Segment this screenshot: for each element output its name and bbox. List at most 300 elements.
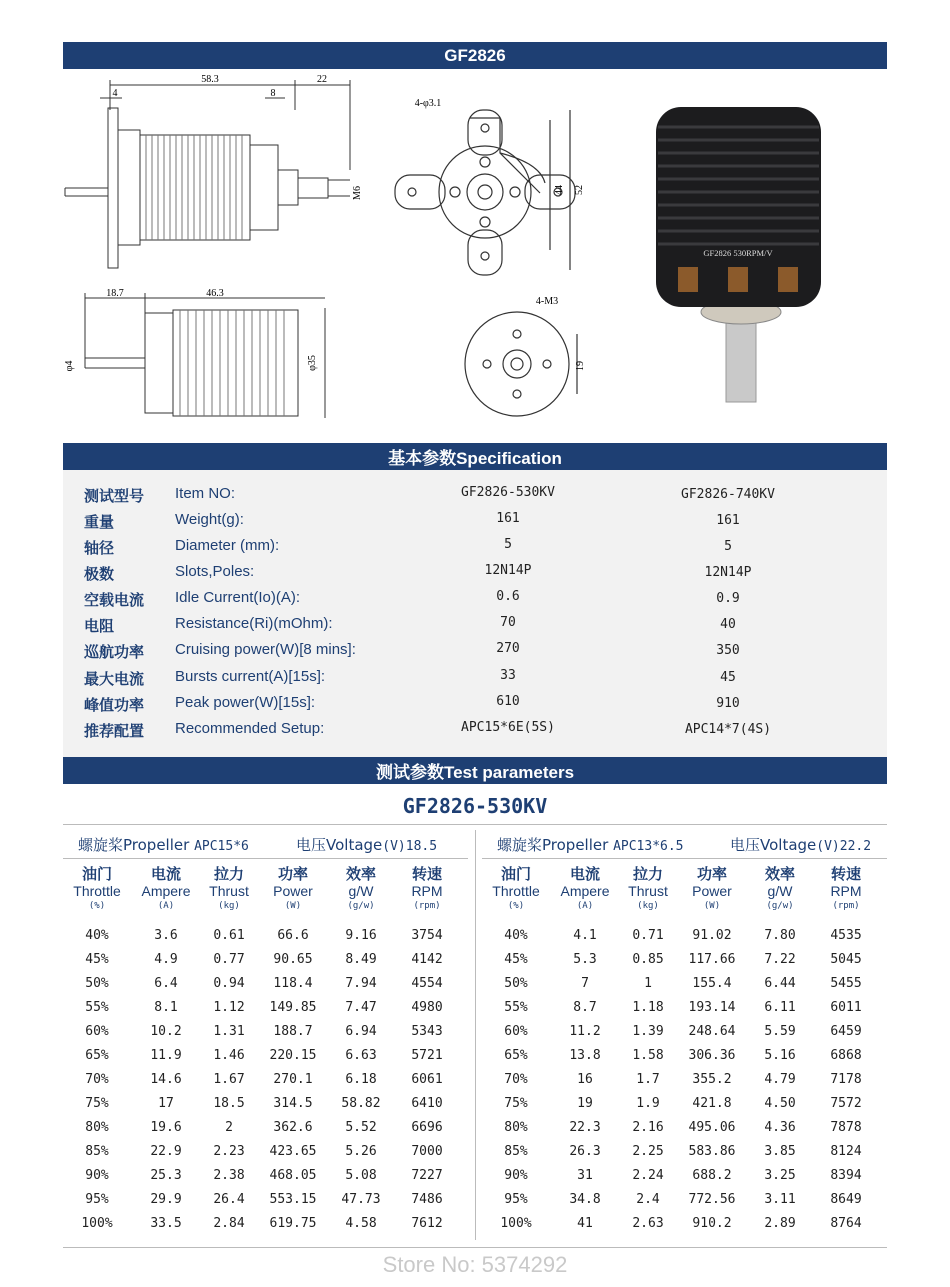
spec-en: Cruising power(W)[8 mins]:: [175, 641, 356, 658]
table-cell: 5045: [830, 952, 862, 967]
table-cell: 772.56: [688, 1192, 736, 1207]
column-header-cn: 电流: [569, 865, 600, 883]
column-header-en: RPM: [830, 883, 862, 899]
table-cell: 1.9: [636, 1096, 660, 1111]
table-cell: 4.58: [345, 1216, 377, 1231]
table-cell: 5.52: [345, 1120, 377, 1135]
table-cell: 4142: [411, 952, 443, 967]
table-cell: 6.94: [345, 1024, 377, 1039]
table-cell: 9.16: [345, 928, 377, 943]
volt-label: 电压Voltage: [296, 836, 383, 854]
table-cell: 1.31: [213, 1024, 245, 1039]
side-view-drawing: [60, 70, 370, 285]
table-cell: 16: [577, 1072, 593, 1087]
table-cell: 19.6: [150, 1120, 182, 1135]
spec-value-2: 45: [720, 670, 736, 685]
spec-value-2: 0.9: [716, 591, 740, 606]
column-header-en: Throttle: [73, 883, 121, 899]
table-cell: 6410: [411, 1096, 443, 1111]
table-cell: 40%: [504, 928, 528, 943]
table-cell: 4.9: [154, 952, 178, 967]
column-header-cn: 电流: [150, 865, 181, 883]
table-cell: 3.6: [154, 928, 178, 943]
dim-18-7: 18.7: [106, 288, 124, 299]
spec-en: Peak power(W)[15s]:: [175, 694, 316, 711]
table-cell: 75%: [504, 1096, 528, 1111]
table-cell: 5.26: [345, 1144, 377, 1159]
table-cell: 1.67: [213, 1072, 245, 1087]
test-header: 测试参数Test parameters: [375, 763, 575, 782]
table-cell: 7178: [830, 1072, 862, 1087]
phi35-label: φ35: [307, 355, 318, 371]
spec-value-1: 270: [496, 641, 520, 656]
divider: [63, 824, 887, 825]
right-voltage-line: [730, 834, 871, 855]
spec-row: [63, 689, 887, 715]
column-header-unit: (%): [88, 901, 106, 911]
table-cell: 45%: [504, 952, 528, 967]
table-cell: 248.64: [688, 1024, 736, 1039]
spec-cn: 极数: [84, 565, 115, 583]
spec-value-1: 33: [500, 668, 516, 683]
table-cell: 31: [577, 1168, 593, 1183]
table-cell: 2.25: [632, 1144, 664, 1159]
table-cell: 65%: [504, 1048, 528, 1063]
table-cell: 6.18: [345, 1072, 377, 1087]
column-header-cn: 功率: [696, 865, 727, 883]
table-cell: 423.65: [269, 1144, 317, 1159]
column-header: [261, 866, 325, 913]
table-cell: 0.61: [213, 928, 245, 943]
table-cell: 0.71: [632, 928, 664, 943]
column-header: [616, 866, 680, 913]
column-header-en: g/W: [348, 883, 374, 899]
table-cell: 5721: [411, 1048, 443, 1063]
table-cell: 4554: [411, 976, 443, 991]
column-header-unit: (W): [703, 901, 721, 911]
spec-row: [63, 663, 887, 689]
table-cell: 8394: [830, 1168, 862, 1183]
spec-value-1: 70: [500, 615, 516, 630]
table-cell: 5455: [830, 976, 862, 991]
table-cell: 495.06: [688, 1120, 736, 1135]
column-header: [395, 866, 459, 913]
spec-row: [63, 636, 887, 662]
column-header-unit: (%): [507, 901, 525, 911]
spec-header: 基本参数Specification: [388, 449, 562, 468]
table-cell: 0.85: [632, 952, 664, 967]
column-header-unit: (A): [157, 901, 175, 911]
table-cell: 2.84: [213, 1216, 245, 1231]
table-cell: 4535: [830, 928, 862, 943]
store-number: Store No: 5374292: [382, 1252, 568, 1277]
table-cell: 1.18: [632, 1000, 664, 1015]
table-cell: 6868: [830, 1048, 862, 1063]
table-cell: 306.36: [688, 1048, 736, 1063]
table-cell: 910.2: [692, 1216, 732, 1231]
table-cell: 2.63: [632, 1216, 664, 1231]
table-cell: 10.2: [150, 1024, 182, 1039]
left-voltage-line: [296, 834, 437, 855]
table-cell: 22.3: [569, 1120, 601, 1135]
table-cell: 4.79: [764, 1072, 796, 1087]
table-cell: 33.5: [150, 1216, 182, 1231]
footer-divider: [63, 1247, 887, 1248]
spec-value-2: 350: [716, 643, 740, 658]
volt-value: (V)18.5: [382, 839, 438, 854]
table-cell: 4.36: [764, 1120, 796, 1135]
column-header-en: Throttle: [492, 883, 540, 899]
dim-19: 19: [575, 361, 586, 371]
spec-en: Bursts current(A)[15s]:: [175, 668, 326, 685]
table-cell: 6011: [830, 1000, 862, 1015]
column-header-unit: (g/w): [347, 901, 375, 911]
column-header-cn: 转速: [411, 865, 442, 883]
spec-row: [63, 610, 887, 636]
table-cell: 3754: [411, 928, 443, 943]
table-cell: 314.5: [273, 1096, 313, 1111]
column-header-cn: 油门: [500, 865, 531, 883]
table-cell: 5343: [411, 1024, 443, 1039]
divider: [482, 858, 887, 859]
divider: [63, 858, 468, 859]
column-header-unit: (W): [284, 901, 302, 911]
table-cell: 50%: [85, 976, 109, 991]
column-header-unit: (g/w): [766, 901, 794, 911]
table-cell: 34.8: [569, 1192, 601, 1207]
table-cell: 2: [225, 1120, 233, 1135]
motor-label: GF2826 530RPM/V: [703, 248, 773, 258]
thread-label: M6: [352, 186, 363, 200]
table-cell: 188.7: [273, 1024, 313, 1039]
dim-52: 52: [574, 185, 585, 195]
spec-cn: 最大电流: [84, 670, 145, 688]
spec-value-1: 161: [496, 511, 520, 526]
spec-value-2: 12N14P: [704, 565, 752, 580]
table-cell: 47.73: [341, 1192, 381, 1207]
table-cell: 619.75: [269, 1216, 317, 1231]
table-cell: 60%: [504, 1024, 528, 1039]
table-cell: 149.85: [269, 1000, 317, 1015]
column-header-en: Thrust: [628, 883, 668, 899]
motor-photo: [648, 92, 828, 404]
table-cell: 91.02: [692, 928, 732, 943]
spec-row: [63, 558, 887, 584]
column-header-cn: 转速: [830, 865, 861, 883]
table-cell: 553.15: [269, 1192, 317, 1207]
table-cell: 1.7: [636, 1072, 660, 1087]
table-cell: 55%: [504, 1000, 528, 1015]
spec-value-1: 12N14P: [484, 563, 532, 578]
spec-cn: 重量: [84, 513, 115, 531]
column-header-en: Ampere: [560, 883, 610, 899]
table-cell: 6696: [411, 1120, 443, 1135]
dim-small: 4: [112, 88, 118, 99]
spec-en: Resistance(Ri)(mOhm):: [175, 615, 333, 632]
table-cell: 5.08: [345, 1168, 377, 1183]
spec-cn: 推荐配置: [84, 722, 145, 740]
table-cell: 90%: [504, 1168, 528, 1183]
table-cell: 5.59: [764, 1024, 796, 1039]
spec-en: Diameter (mm):: [175, 537, 280, 554]
table-cell: 362.6: [273, 1120, 313, 1135]
spec-value-2: 40: [720, 617, 736, 632]
spec-cn: 电阻: [84, 617, 115, 635]
table-cell: 4980: [411, 1000, 443, 1015]
spec-cn: 空载电流: [84, 591, 145, 609]
table-cell: 65%: [85, 1048, 109, 1063]
table-cell: 29.9: [150, 1192, 182, 1207]
page-title: GF2826: [444, 45, 506, 65]
column-header-en: g/W: [767, 883, 793, 899]
column-header-en: Power: [273, 883, 313, 899]
table-cell: 22.9: [150, 1144, 182, 1159]
table-cell: 0.77: [213, 952, 245, 967]
table-cell: 7878: [830, 1120, 862, 1135]
dim-8: 8: [270, 88, 276, 99]
table-cell: 80%: [504, 1120, 528, 1135]
spec-value-1: GF2826-530KV: [461, 485, 555, 500]
spec-cn: 巡航功率: [84, 643, 145, 661]
table-cell: 6.4: [154, 976, 178, 991]
spec-value-1: 610: [496, 694, 520, 709]
table-cell: 26.4: [213, 1192, 245, 1207]
column-header: [553, 866, 617, 913]
spec-value-1: 0.6: [496, 589, 520, 604]
column-header: [814, 866, 878, 913]
table-cell: 50%: [504, 976, 528, 991]
table-cell: 2.89: [764, 1216, 796, 1231]
table-cell: 118.4: [273, 976, 313, 991]
table-cell: 7.80: [764, 928, 796, 943]
table-cell: 2.4: [636, 1192, 660, 1207]
column-header: [484, 866, 548, 913]
table-cell: 85%: [504, 1144, 528, 1159]
table-cell: 26.3: [569, 1144, 601, 1159]
spec-row: [63, 715, 887, 741]
spec-en: Slots,Poles:: [175, 563, 255, 580]
prop-value: APC13*6.5: [613, 839, 684, 854]
column-header-en: Ampere: [141, 883, 191, 899]
table-cell: 90.65: [273, 952, 313, 967]
table-cell: 1: [644, 976, 652, 991]
spec-value-2: 910: [716, 696, 740, 711]
title-bar: [63, 42, 887, 69]
table-cell: 0.94: [213, 976, 245, 991]
spec-value-2: APC14*7(4S): [684, 722, 772, 737]
table-cell: 7486: [411, 1192, 443, 1207]
table-cell: 1.12: [213, 1000, 245, 1015]
table-cell: 95%: [85, 1192, 109, 1207]
spec-en: Recommended Setup:: [175, 720, 325, 737]
table-cell: 90%: [85, 1168, 109, 1183]
right-propeller-line: [497, 834, 684, 855]
table-cell: 25.3: [150, 1168, 182, 1183]
table-cell: 1.58: [632, 1048, 664, 1063]
dim-46-3: 46.3: [206, 288, 224, 299]
test-header-bar: [63, 757, 887, 784]
table-cell: 1.46: [213, 1048, 245, 1063]
table-cell: 95%: [504, 1192, 528, 1207]
spec-value-2: 5: [724, 539, 732, 554]
table-cell: 75%: [85, 1096, 109, 1111]
phi4-label: φ4: [64, 360, 75, 372]
table-cell: 7000: [411, 1144, 443, 1159]
test-model-title: GF2826-530KV: [402, 794, 548, 818]
spec-value-2: 161: [716, 513, 740, 528]
table-cell: 70%: [504, 1072, 528, 1087]
table-cell: 19: [577, 1096, 593, 1111]
spec-en: Item NO:: [175, 485, 236, 502]
column-header-cn: 油门: [81, 865, 112, 883]
table-cell: 45%: [85, 952, 109, 967]
column-header: [134, 866, 198, 913]
table-cell: 40%: [85, 928, 109, 943]
column-header: [197, 866, 261, 913]
column-header-unit: (A): [576, 901, 594, 911]
column-header-unit: (rpm): [832, 901, 860, 911]
column-header: [329, 866, 393, 913]
column-header-en: Power: [692, 883, 732, 899]
table-cell: 6.63: [345, 1048, 377, 1063]
table-cell: 7.47: [345, 1000, 377, 1015]
column-header: [680, 866, 744, 913]
table-cell: 13.8: [569, 1048, 601, 1063]
table-cell: 70%: [85, 1072, 109, 1087]
volt-value: (V)22.2: [816, 839, 872, 854]
column-header-en: Thrust: [209, 883, 249, 899]
column-header-unit: (kg): [637, 901, 659, 911]
spec-header-bar: [63, 443, 887, 470]
table-cell: 100%: [81, 1216, 113, 1231]
table-cell: 193.14: [688, 1000, 736, 1015]
table-cell: 117.66: [688, 952, 736, 967]
table-cell: 14.6: [150, 1072, 182, 1087]
table-cell: 8764: [830, 1216, 862, 1231]
table-cell: 58.82: [341, 1096, 381, 1111]
table-cell: 6061: [411, 1072, 443, 1087]
column-header-unit: (rpm): [413, 901, 441, 911]
table-cell: 468.05: [269, 1168, 317, 1183]
table-cell: 8.49: [345, 952, 377, 967]
left-propeller-line: [78, 834, 249, 855]
table-cell: 4.50: [764, 1096, 796, 1111]
table-cell: 3.85: [764, 1144, 796, 1159]
spec-row: [63, 506, 887, 532]
table-cell: 688.2: [692, 1168, 732, 1183]
column-header-cn: 功率: [277, 865, 308, 883]
table-cell: 7572: [830, 1096, 862, 1111]
spec-table: [63, 470, 887, 757]
column-header: [748, 866, 812, 913]
spec-row: [63, 532, 887, 558]
table-cell: 583.86: [688, 1144, 736, 1159]
spec-value-1: APC15*6E(5S): [461, 720, 555, 735]
table-cell: 80%: [85, 1120, 109, 1135]
dim-44: 44: [554, 185, 565, 195]
column-separator: [475, 830, 476, 1240]
table-cell: 11.2: [569, 1024, 601, 1039]
table-cell: 1.39: [632, 1024, 664, 1039]
holes-label: 4-φ3.1: [414, 98, 442, 109]
front-view-drawing: [390, 90, 590, 290]
prop-value: APC15*6: [194, 839, 249, 854]
column-header-cn: 效率: [345, 865, 376, 883]
table-cell: 55%: [85, 1000, 109, 1015]
table-cell: 7: [581, 976, 589, 991]
column-header-en: RPM: [411, 883, 443, 899]
prop-label: 螺旋桨Propeller: [497, 836, 609, 854]
table-cell: 2.23: [213, 1144, 245, 1159]
table-cell: 7612: [411, 1216, 443, 1231]
table-cell: 355.2: [692, 1072, 732, 1087]
table-cell: 5.3: [573, 952, 597, 967]
column-header: [65, 866, 129, 913]
table-cell: 17: [158, 1096, 174, 1111]
table-cell: 220.15: [269, 1048, 317, 1063]
spec-value-1: 5: [504, 537, 512, 552]
table-cell: 8124: [830, 1144, 862, 1159]
table-cell: 3.25: [764, 1168, 796, 1183]
table-cell: 11.9: [150, 1048, 182, 1063]
table-cell: 2.24: [632, 1168, 664, 1183]
column-header-unit: (kg): [218, 901, 240, 911]
table-cell: 6.11: [764, 1000, 796, 1015]
column-header-cn: 拉力: [213, 865, 244, 883]
table-cell: 2.16: [632, 1120, 664, 1135]
spec-en: Idle Current(Io)(A):: [175, 589, 301, 606]
spec-row: [63, 480, 887, 506]
spec-cn: 轴径: [84, 539, 115, 557]
spec-value-2: GF2826-740KV: [681, 487, 775, 502]
table-cell: 155.4: [692, 976, 732, 991]
table-cell: 100%: [500, 1216, 532, 1231]
spec-en: Weight(g):: [175, 511, 244, 528]
table-cell: 270.1: [273, 1072, 313, 1087]
table-cell: 8649: [830, 1192, 862, 1207]
spec-row: [63, 584, 887, 610]
spec-cn: 峰值功率: [84, 696, 145, 714]
table-cell: 7.22: [764, 952, 796, 967]
prop-label: 螺旋桨Propeller: [78, 836, 190, 854]
side-view-bottom-drawing: [60, 288, 340, 428]
table-cell: 3.11: [764, 1192, 796, 1207]
table-cell: 2.38: [213, 1168, 245, 1183]
dim-shaft: 22: [317, 74, 327, 85]
back-view-drawing: [455, 292, 595, 432]
back-holes-label: 4-M3: [535, 296, 559, 307]
table-cell: 85%: [85, 1144, 109, 1159]
table-cell: 6.44: [764, 976, 796, 991]
table-cell: 421.8: [692, 1096, 732, 1111]
table-cell: 8.1: [154, 1000, 178, 1015]
table-cell: 8.7: [573, 1000, 597, 1015]
volt-label: 电压Voltage: [730, 836, 817, 854]
table-cell: 4.1: [573, 928, 597, 943]
dim-total: 58.3: [201, 74, 219, 85]
column-header-cn: 效率: [764, 865, 795, 883]
spec-cn: 测试型号: [84, 487, 145, 505]
column-header-cn: 拉力: [632, 865, 663, 883]
table-cell: 66.6: [277, 928, 309, 943]
table-cell: 7.94: [345, 976, 377, 991]
table-cell: 18.5: [213, 1096, 245, 1111]
table-cell: 5.16: [764, 1048, 796, 1063]
table-cell: 41: [577, 1216, 593, 1231]
table-cell: 60%: [85, 1024, 109, 1039]
table-cell: 6459: [830, 1024, 862, 1039]
table-cell: 7227: [411, 1168, 443, 1183]
